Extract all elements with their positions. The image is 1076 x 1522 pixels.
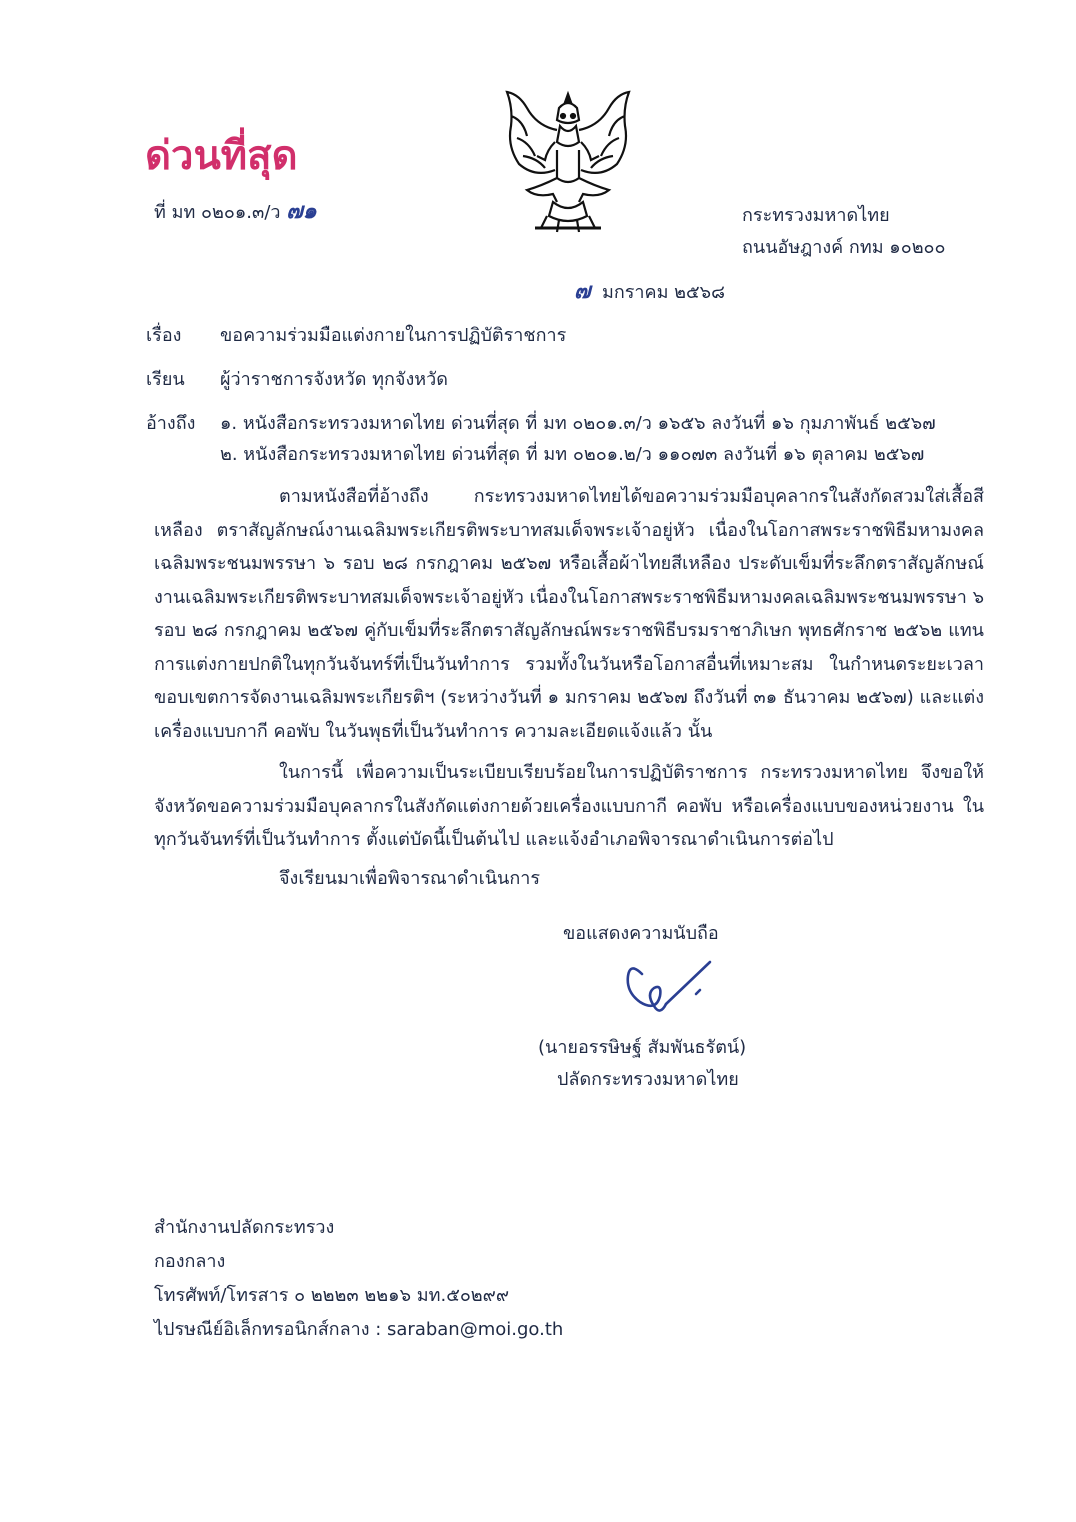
body-paragraph-1 [154, 480, 984, 748]
footer-phone: โทรศัพท์/โทรสาร ๐ ๒๒๒๓ ๒๒๑๖ มท.๕๐๒๙๙ [154, 1285, 510, 1306]
reference-item: ๑. หนังสือกระทรวงมหาดไทย ด่วนที่สุด ที่ มท ๐๒๐๑.๓/ว ๑๖๕๖ ลงวันที่ ๑๖ กุมภาพันธ์ ๒๕๖๗ [220, 413, 936, 434]
subject-label: เรื่อง [146, 325, 182, 346]
to-text: ผู้ว่าราชการจังหวัด ทุกจังหวัด [220, 369, 448, 390]
body-paragraph-3 [154, 862, 984, 896]
subject-text: ขอความร่วมมือแต่งกายในการปฏิบัติราชการ [220, 325, 567, 346]
reference-item: ๒. หนังสือกระทรวงมหาดไทย ด่วนที่สุด ที่ มท ๐๒๐๑.๒/ว ๑๑๐๗๓ ลงวันที่ ๑๖ ตุลาคม ๒๕๖๗ [220, 444, 925, 465]
footer-division: กองกลาง [154, 1251, 226, 1272]
to-label: เรียน [146, 369, 185, 390]
sender-org: กระทรวงมหาดไทย [742, 205, 890, 226]
document-reference [154, 200, 317, 225]
footer-office: สำนักงานปลัดกระทรวง [154, 1217, 335, 1238]
reference-heading: อ้างถึง [146, 413, 196, 434]
body-paragraph-2-text: ในการนี้ เพื่อความเป็นระเบียบเรียบร้อยในการปฏิบัติราชการ กระทรวงมหาดไทย จึงขอให้ จังหวัดขอความร่วมมือบุคลากรในสังกัดแต่งกายด้วยเครื่องแบบกากี คอพับ หรือเครื่องแบบของหน่วยงาน ในทุกวันจันทร์ที่เป็นวันทำการ ตั้งแต่บัดนี้เป็นต้นไป และแจ้งอำเภอพิจารณาดำเนินการต่อไป [154, 762, 984, 850]
body-paragraph-3-text: จึงเรียนมาเพื่อพิจารณาดำเนินการ [279, 868, 541, 889]
reference-label: ที่ มท ๐๒๐๑.๓/ว [154, 202, 281, 223]
date-month-year: มกราคม ๒๕๖๘ [602, 282, 725, 303]
closing-salutation: ขอแสดงความนับถือ [563, 923, 719, 944]
document-date [574, 280, 725, 305]
signer-title: ปลัดกระทรวงมหาดไทย [557, 1069, 739, 1090]
garuda-emblem [497, 86, 639, 236]
urgency-mark: ด่วนที่สุด [145, 132, 298, 179]
reference-number: ๗๑ [286, 199, 317, 224]
body-paragraph-1-text: ตามหนังสือที่อ้างถึง กระทรวงมหาดไทยได้ขอความร่วมมือบุคลากรในสังกัดสวมใส่เสื้อสีเหลือง ตราสัญลักษณ์งานเฉลิมพระเกียรติพระบาทสมเด็จพระเจ้าอยู่หัว เนื่องในโอกาสพระราชพิธีมหามงคล เฉลิมพระชนมพรรษา ๖ รอบ ๒๘ กรกฎาคม ๒๕๖๗ หรือเสื้อผ้าไทยสีเหลือง ประดับเข็มที่ระลึกตราสัญลักษณ์ งานเฉลิมพระเกียรติพระบาทสมเด็จพระเจ้าอยู่หัว เนื่องในโอกาสพระราชพิธีมหามงคลเฉลิมพระชนมพรรษา ๖ รอบ ๒๘ กรกฎาคม ๒๕๖๗ คู่กับเข็มที่ระลึกตราสัญลักษณ์พระราชพิธีบรมราชาภิเษก พุทธศักราช ๒๕๖๒ แทนการแต่งกายปกติในทุกวันจันทร์ที่เป็นวันทำการ รวมทั้งในวันหรือโอกาสอื่นที่เหมาะสม ในกำหนดระยะเวลา ขอบเขตการจัดงานเฉลิมพระเกียรติฯ (ระหว่างวันที่ ๑ มกราคม ๒๕๖๗ ถึงวันที่ ๓๑ ธันวาคม ๒๕๖๗) และแต่งเครื่องแบบกากี คอพับ ในวันพุธที่เป็นวันทำการ ความละเอียดแจ้งแล้ว นั้น [154, 486, 985, 742]
signer-name: (นายอรรษิษฐ์ สัมพันธรัตน์) [538, 1037, 747, 1058]
body-paragraph-2 [154, 756, 984, 857]
date-day: ๗ [574, 279, 591, 304]
handwritten-signature [600, 958, 730, 1028]
footer-email: ไปรษณีย์อิเล็กทรอนิกส์กลาง : saraban@moi.go.th [154, 1319, 564, 1340]
sender-address: ถนนอัษฎางค์ กทม ๑๐๒๐๐ [742, 237, 946, 258]
